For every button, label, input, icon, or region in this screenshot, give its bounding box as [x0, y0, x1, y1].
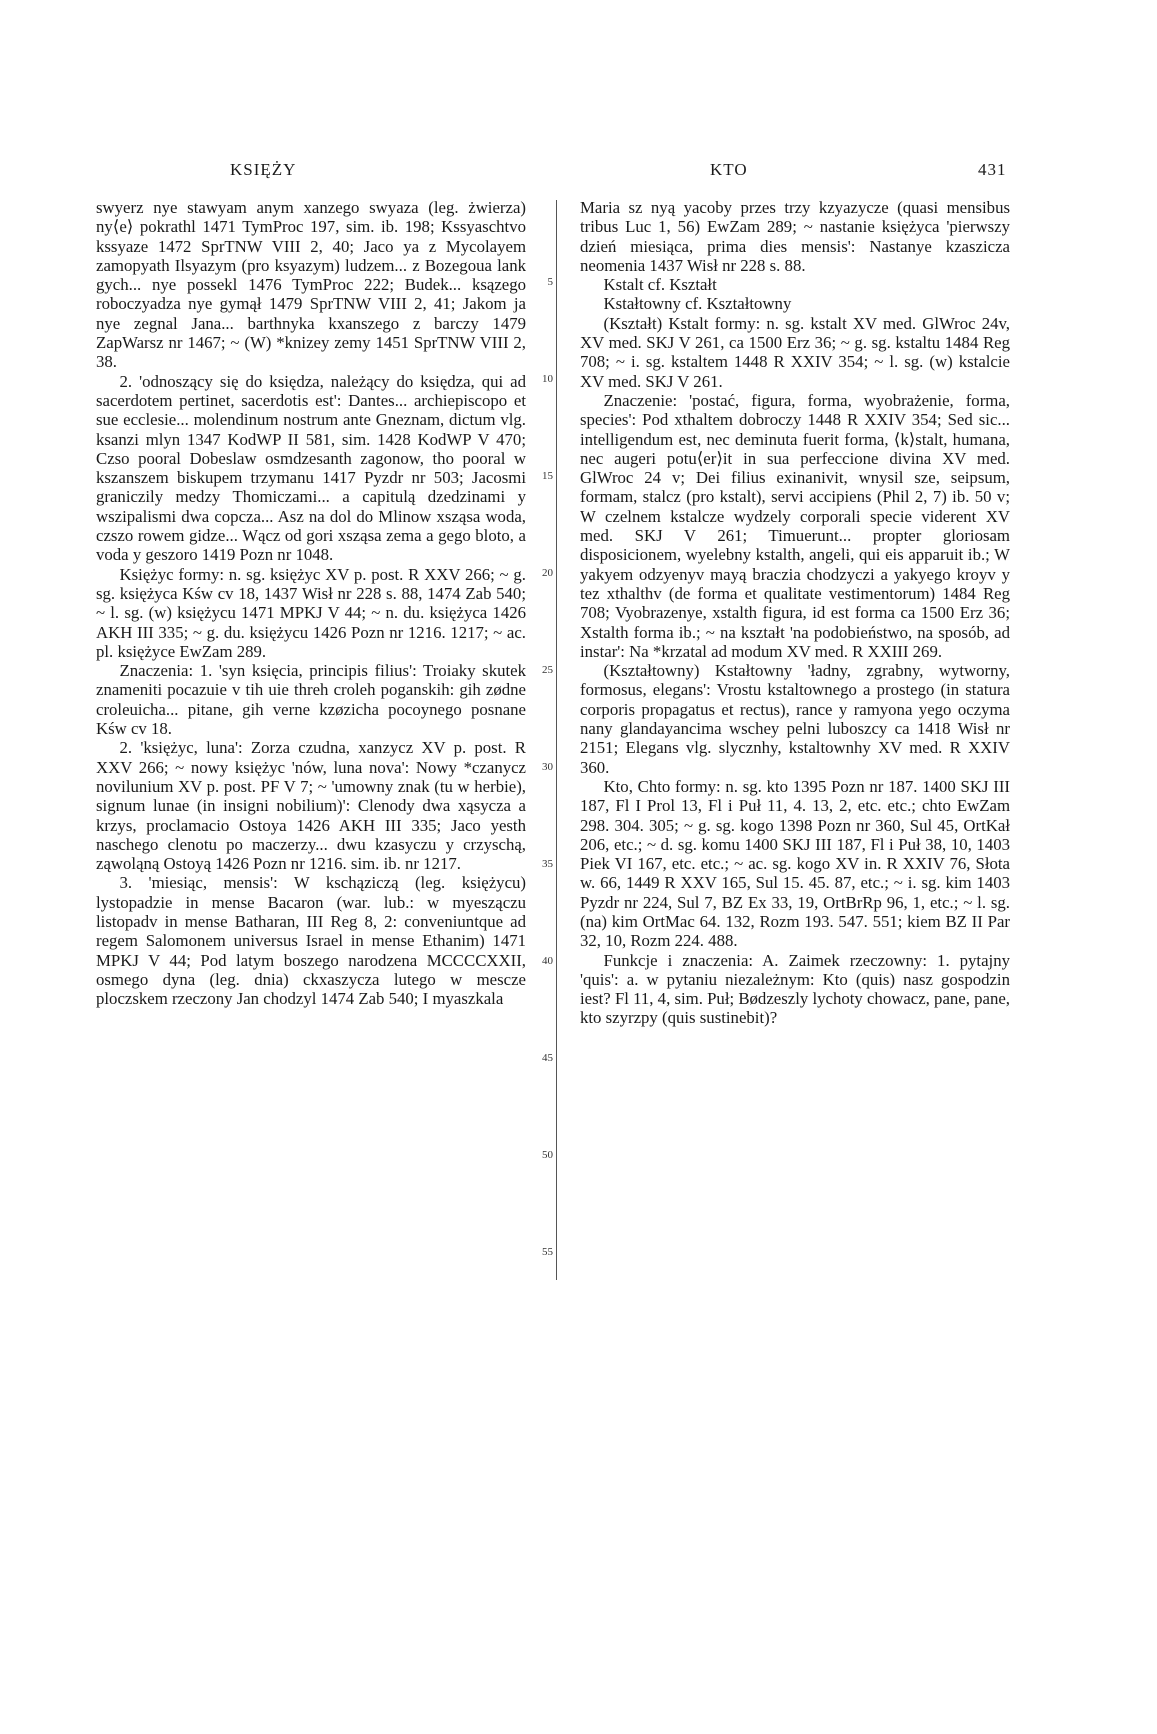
line-number: 35: [542, 858, 553, 870]
entry-headword: Kstałtowny cf. Kształtowny: [603, 294, 792, 314]
header-left-headword: KSIĘŻY: [230, 160, 297, 179]
line-number: 40: [542, 955, 553, 967]
entry-paragraph: Kto, Chto formy: n. sg. kto 1395 Pozn nr 187. 1400 SKJ III 187, Fl I Prol 13, Fl i Puł 11, 4. 13, 2, etc. etc.; chto EwZam 298. 304. 305; ~ g. sg. kogo 1398 Pozn nr 360, Sul 45, OrtKał 206, etc.; ~ d. sg. komu 1400 SKJ III 187, Fl i Puł 38, 10, 1403 Piek VI 167, etc. etc.; ~ ac. sg. kogo XV in. R XXIV 76, Słota w. 66, 1449 R XXV 165, Sul 15. 45. 87, etc.; ~ i. sg. kim 1403 Pyzdr nr 224, Sul 7, BZ Ex 33, 19, OrtBrRp 96, 1, etc.; ~ l. sg. (na) kim OrtMac 64. 132, Rozm 193. 547. 551; kiem BZ II Par 32, 10, Rozm 224. 488.: [580, 776, 1010, 951]
column-divider: [556, 200, 557, 1280]
entry-paragraph: Znaczenia: 1. 'syn księcia, principis filius': Troiaky skutek znameniti pocazuie v tih uie threh croleh poganskih: gih zødne croleuicha... pitane, gih verne kzøzicha pocoynego posnane Kśw cv 18.: [96, 661, 526, 739]
line-number: 30: [542, 761, 553, 773]
line-number: 5: [547, 276, 553, 288]
entry-paragraph: 2. 'odnoszący się do księdza, należący do księdza, qui ad sacerdotem pertinet, sacerdotis est': Dantes... archiepiscopo et sue ecclesie... molendinum nostrum ante Gneznam, dictum vlg. ksanzi mlyn 1347 KodWP II 581, sim. 1428 KodWP V 470; Czso pooral Dobeslaw osmdzesanth zagonow, tho pooral w kszanszem biskupem trzymanu 1417 Pyzdr nr 503; Jacosmi graniczily medzy Thomiczami... a capitulą dzedzinami y wszipalismi dwa copcza... Asz na dol do Mlinow xsząsa woda, czszo rowem gidze... Wącz od gori xsząsa zema a gego bloto, a voda y geszoro 1419 Pozn nr 1048.: [96, 371, 526, 565]
header-center-headword: KTO: [710, 160, 748, 179]
right-column: [580, 198, 1010, 1028]
entry-paragraph: (Kształtowny) Kstałtowny 'ładny, zgrabny, wytworny, formosus, elegans': Vrostu kstaltownego a prostego (in statura corporis propagatus et rectus), rance y ramyona yego oczyma nany glandayancima wschey pelni luboszcy ca 1418 Wisł nr 2151; Elegans vlg. slycznhy, kstaltownhy XV med. R XXIV 360.: [580, 661, 1010, 777]
line-number: 15: [542, 470, 553, 482]
line-number: 50: [542, 1149, 553, 1161]
line-number: 20: [542, 567, 553, 579]
entry-paragraph: Funkcje i znaczenia: A. Zaimek rzeczowny: 1. pytajny 'quis': a. w pytaniu niezależnym: Kto (quis) nasz gospodzin iest? Fl 11, 4, sim. Puł; Bødzeszly lychoty chowacz, pane, pane, kto szyrzpy (quis sustinebit)?: [580, 950, 1011, 1028]
entry-paragraph: 2. 'księżyc, luna': Zorza czudna, xanzycz XV p. post. R XXV 266; ~ nowy księżyc 'nów, luna nova': Nowy *czanycz novilunium XV p. post. PF V 7; ~ 'umowny znak (tu w herbie), signum lunae (in insigni nobilium)': Clenody dwa xąsycza a krzys, proclamacio Ostoya 1426 AKH III 335; Jaco yesth naschego clenotu po maczerzy... dwu kzasyczu y crzyschą, ząwoląną Ostoyą 1426 Pozn nr 1216. sim. ib. nr 1217.: [96, 738, 526, 874]
entry-paragraph: swyerz nye stawyam anym xanzego swyaza (leg. żwierza) ny⟨e⟩ pokrathl 1471 TymProc 197, sim. ib. 198; Kssyaschtvo kssyaze 1472 SprTNW VIII 2, 40; Jaco ya z Mycolayem zamopyath Ilsyazym (pro ksyazym) ludzem... z Bozegoua lank gych... nye possekl 1476 TymProc 222; Budek... ksązego roboczyadza nye gymął 1479 SprTNW VIII 2, 41; Jakom ja nye zegnal Jana... barthnyka kxanszego z barczy 1479 ZapWarsz nr 1467; ~ (W) *knizey zemy 1451 SprTNW VIII 2, 38.: [96, 198, 526, 372]
left-column: [96, 198, 526, 1008]
line-number: 55: [542, 1246, 553, 1258]
entry-headword: Kstalt cf. Kształt: [603, 275, 717, 295]
running-header: [0, 160, 1157, 186]
line-number: 45: [542, 1052, 553, 1064]
line-number: 25: [542, 664, 553, 676]
page-number: 431: [978, 160, 1007, 179]
entry-paragraph: Znaczenie: 'postać, figura, forma, wyobrażenie, forma, species': Pod xthaltem dobroczy 1448 R XXIV 354; Sed sic... intelligendum est, nec deminuta fuerit forma, ⟨k⟩stalt, humana, nec augeri potu⟨er⟩it in sua perfeccione divina XV med. GlWroc 24 v; Dei filius exinanivit, wnysil sze, seipsum, formam, stalcz (pro kstalt), servi accipiens (Phil 2, 7) ib. 50 v; W czelnem kstalcze wydzely corporali specie viderent XV med. SKJ V 261; Timuerunt... propter gloriosam disposicionem, wyelebny kstalth, angeli, qui eis apparuit ib.; W yakyem odzyenyv mayą braczia chodzyczi a yakyego kroyv y tez xthalthv (de forma et qualitate vestimentorum) 1484 Reg 708; Vyobrazenye, xstalth figura, id est forma ca 1500 Erz 36; Xstalth forma ib.; ~ na kształt 'na podobieństwo, na sposób, ad instar': Na *krzatal ad modum XV med. R XXIII 269.: [580, 390, 1010, 661]
entry-paragraph: (Kształt) Kstalt formy: n. sg. kstalt XV med. GlWroc 24v, XV med. SKJ V 261, ca 1500 Erz 36; ~ g. sg. kstaltu 1484 Reg 708; ~ i. sg. kstaltem 1448 R XXIV 354; ~ l. sg. (w) kstalcie XV med. SKJ V 261.: [580, 313, 1010, 391]
line-number: 10: [542, 373, 553, 385]
entry-paragraph: Księżyc formy: n. sg. księżyc XV p. post. R XXV 266; ~ g. sg. księżyca Kśw cv 18, 1437 Wisł nr 228 s. 88, 1474 Zab 540; ~ l. sg. (w) księżycu 1471 MPKJ V 44; ~ n. du. księżyca 1426 AKH III 335; ~ g. du. księżycu 1426 Pozn nr 1216. 1217; ~ ac. pl. księżyce EwZam 289.: [96, 564, 526, 661]
entry-paragraph: 3. 'miesiąc, mensis': W kschąziczą (leg. księżycu) lystopadzie in mense Bacaron (war. lub.: w myeszączu listopadv in mense Batharan, III Reg 8, 2: conveniuntque ad regem Salomonem universus Israel in mense Ethanim) 1471 MPKJ V 44; Pod latym boszego narodzena MCCCCXXII, osmego dyna (leg. dnia) ckxaszycza lutego w mescze ploczskem rzeczony Jan chodzyl 1474 Zab 540; I myaszkala: [96, 873, 526, 1009]
entry-paragraph: Maria sz nyą yacoby przes trzy kzyazycze (quasi mensibus tribus Luc 1, 56) EwZam 289; ~ nastanie księżyca 'pierwszy dzień miesiąca, prima dies mensis': Nastanye kzaszicza neomenia 1437 Wisł nr 228 s. 88.: [580, 198, 1010, 275]
